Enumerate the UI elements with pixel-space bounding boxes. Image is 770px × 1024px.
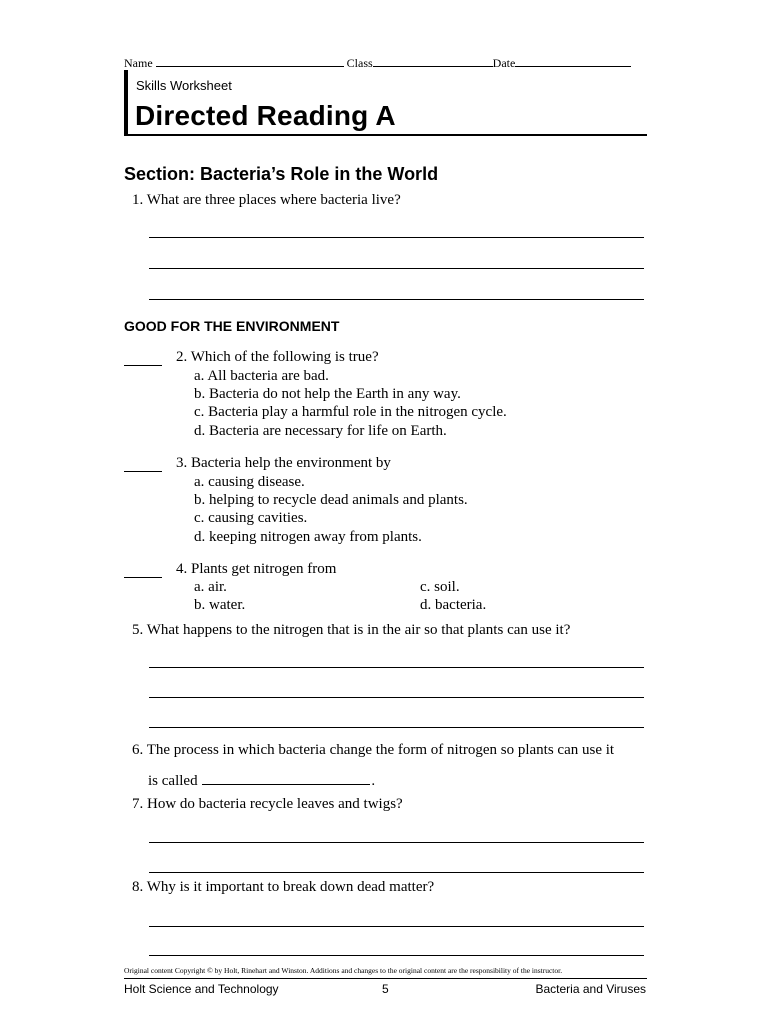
student-info-header (124, 56, 631, 71)
answer-line-q1-3[interactable] (149, 299, 644, 300)
question-6-line2 (148, 773, 375, 790)
question-2-stem: 2. Which of the following is true? (176, 349, 379, 365)
q2-option-c: c. Bacteria play a harmful role in the nitrogen cycle. (194, 404, 507, 420)
footer-publisher: Holt Science and Technology (124, 982, 279, 996)
q3-option-d: d. keeping nitrogen away from plants. (194, 529, 422, 545)
question-3-stem: 3. Bacteria help the environment by (176, 455, 391, 471)
question-1: 1. What are three places where bacteria live? (132, 192, 401, 208)
footer-chapter: Bacteria and Viruses (535, 982, 646, 996)
question-7: 7. How do bacteria recycle leaves and twigs? (132, 796, 403, 812)
answer-blank-q3[interactable] (124, 471, 162, 472)
question-8: 8. Why is it important to break down dead matter? (132, 879, 435, 895)
answer-blank-q6[interactable] (202, 784, 370, 785)
question-6-line1: 6. The process in which bacteria change the form of nitrogen so plants can use it (132, 742, 615, 758)
q3-option-b: b. helping to recycle dead animals and plants. (194, 492, 468, 508)
answer-blank-q4[interactable] (124, 577, 162, 578)
q4-option-c: c. soil. (420, 579, 460, 595)
section-title: Section: Bacteria’s Role in the World (124, 164, 439, 184)
class-label: Class (346, 56, 373, 70)
banner-horizontal-rule (124, 134, 647, 136)
banner-kicker: Skills Worksheet (136, 78, 232, 93)
footer-rule (124, 978, 647, 979)
answer-line-q8-2[interactable] (149, 955, 644, 956)
answer-line-q5-1[interactable] (149, 667, 644, 668)
question-4-stem: 4. Plants get nitrogen from (176, 561, 337, 577)
answer-line-q7-1[interactable] (149, 842, 644, 843)
q6-prefix: is called (148, 773, 198, 789)
page-number: 5 (382, 982, 389, 996)
q3-option-c: c. causing cavities. (194, 510, 308, 526)
subheading-environment: GOOD FOR THE ENVIRONMENT (124, 318, 340, 334)
copyright-notice: Original content Copyright © by Holt, Rinehart and Winston. Additions and changes to the original content are the responsibility of the instructor. (124, 966, 563, 975)
answer-line-q5-3[interactable] (149, 727, 644, 728)
question-5: 5. What happens to the nitrogen that is in the air so that plants can use it? (132, 622, 571, 638)
q3-option-a: a. causing disease. (194, 474, 305, 490)
name-label: Name (124, 56, 153, 70)
banner-vertical-rule (124, 70, 128, 136)
answer-line-q7-2[interactable] (149, 872, 644, 873)
q2-option-d: d. Bacteria are necessary for life on Earth. (194, 423, 447, 439)
answer-blank-q2[interactable] (124, 365, 162, 366)
q2-option-a: a. All bacteria are bad. (194, 368, 329, 384)
q4-option-d: d. bacteria. (420, 597, 487, 613)
date-field[interactable] (515, 66, 631, 67)
name-field[interactable] (156, 66, 344, 67)
page-title: Directed Reading A (135, 100, 396, 131)
q4-option-a: a. air. (194, 579, 227, 595)
q4-option-b: b. water. (194, 597, 246, 613)
answer-line-q8-1[interactable] (149, 926, 644, 927)
answer-line-q1-2[interactable] (149, 268, 644, 269)
worksheet-banner (124, 70, 647, 136)
date-label: Date (492, 56, 516, 70)
q2-option-b: b. Bacteria do not help the Earth in any way. (194, 386, 461, 402)
answer-line-q5-2[interactable] (149, 697, 644, 698)
class-field[interactable] (373, 66, 493, 67)
q6-suffix: . (371, 773, 376, 789)
answer-line-q1-1[interactable] (149, 237, 644, 238)
